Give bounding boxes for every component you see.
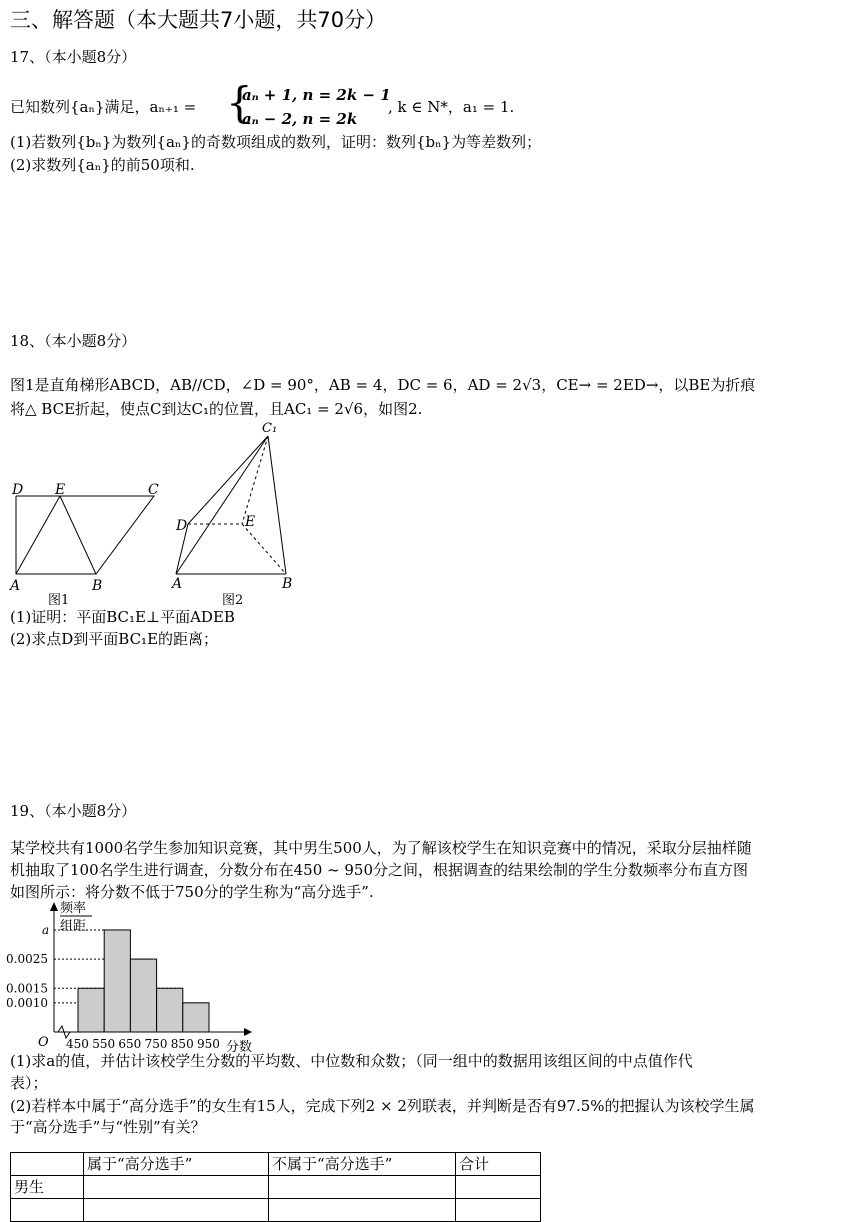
- q17-part1: (1)若数列{bₙ}为数列{aₙ}的奇数项组成的数列，证明：数列{bₙ}为等差数列；: [10, 133, 542, 151]
- table-row: [11, 1176, 541, 1199]
- x-tick-label: 550: [92, 1037, 116, 1051]
- fig2-caption: 图2: [222, 593, 244, 608]
- q17-case1: aₙ + 1, n = 2k − 1: [242, 86, 391, 104]
- table-cell: [456, 1199, 541, 1222]
- q17-stem-b: , k ∈ N*，a₁ = 1.: [388, 98, 515, 116]
- q18-heading: 18、（本小题8分）: [10, 332, 137, 350]
- histogram-bar: [78, 988, 104, 1032]
- x-tick-label: 950: [197, 1037, 220, 1051]
- q18-line2: 将△ BCE折起，使点C到达C₁的位置，且AC₁ = 2√6，如图2.: [10, 400, 423, 418]
- y-tick-label: 0.0025: [6, 952, 48, 967]
- histogram-bars: [78, 930, 209, 1032]
- origin-label: O: [38, 1035, 49, 1050]
- q19-heading: 19、（本小题8分）: [10, 802, 137, 820]
- x-tick-label: 650: [118, 1037, 142, 1051]
- x-tick-label: 450: [66, 1037, 89, 1051]
- q19-part2-a: (2)若样本中属于“高分选手”的女生有15人，完成下列2 × 2列联表，并判断是否有97.5%的把握认为该校学生属: [10, 1097, 755, 1115]
- y-tick-label: 0.0010: [6, 995, 48, 1010]
- x-axis-label: 分数: [226, 1040, 253, 1054]
- histogram-bar: [104, 930, 130, 1032]
- fig2-label-e: E: [245, 514, 256, 530]
- table-header-cell: 属于“高分选手”: [84, 1153, 269, 1176]
- table-cell: [11, 1199, 84, 1222]
- q17-stem-a: 已知数列{aₙ}满足，aₙ₊₁ =: [10, 98, 197, 116]
- fig2-label-b: B: [282, 576, 293, 592]
- table-header-cell: 不属于“高分选手”: [269, 1153, 456, 1176]
- y-tick-label: 0.0015: [6, 981, 48, 996]
- q18-part2: (2)求点D到平面BC₁E的距离；: [10, 630, 219, 648]
- y-tick-label: a: [42, 922, 50, 937]
- q19-part1-a: (1)求a的值，并估计该校学生分数的平均数、中位数和众数；（同一组中的数据用该组区间的中点值作代: [10, 1052, 693, 1070]
- q18-part1: (1)证明：平面BC₁E⊥平面ADEB: [10, 608, 235, 626]
- q17-heading: 17、（本小题8分）: [10, 48, 137, 66]
- histogram-bar: [157, 988, 183, 1032]
- figure-1-trapezoid: [16, 496, 154, 574]
- fig2-label-c1: C₁: [262, 421, 278, 436]
- y-axis-label-bottom: 组距: [60, 919, 87, 934]
- fig1-label-d: D: [12, 482, 24, 498]
- table-cell: [456, 1176, 541, 1199]
- section-title: 三、解答题（本大题共7小题，共70分）: [10, 8, 387, 32]
- q19-line3: 如图所示：将分数不低于750分的学生称为“高分选手”.: [10, 883, 374, 901]
- x-axis-arrow: [244, 1028, 252, 1036]
- contingency-table: [10, 1152, 541, 1222]
- histogram-bar: [183, 1003, 209, 1032]
- q19-part1-b: 表）；: [10, 1074, 48, 1092]
- table-cell: [269, 1176, 456, 1199]
- q18-line1: 图1是直角梯形ABCD，AB//CD，∠D = 90°，AB = 4，DC = 6，AD = 2√3，CE→ = 2ED→，以BE为折痕: [10, 376, 756, 394]
- q19-line2: 机抽取了100名学生进行调查，分数分布在450 ~ 950分之间，根据调查的结果绘制的学生分数频率分布直方图: [10, 861, 749, 879]
- table-cell: [84, 1199, 269, 1222]
- table-header-cell: [11, 1153, 84, 1176]
- fig1-caption: 图1: [48, 593, 70, 608]
- table-row: [11, 1199, 541, 1222]
- table-cell: 男生: [11, 1176, 84, 1199]
- frequency-histogram: [0, 898, 270, 1054]
- fig1-label-e: E: [55, 482, 66, 498]
- y-axis-arrow: [50, 902, 58, 911]
- table-header-cell: 合计: [456, 1153, 541, 1176]
- table-header-row: [11, 1153, 541, 1176]
- table-cell: [84, 1176, 269, 1199]
- x-tick-label: 850: [170, 1037, 194, 1051]
- table-cell: [269, 1199, 456, 1222]
- fig1-label-b: B: [92, 578, 103, 594]
- q17-part2: (2)求数列{aₙ}的前50项和.: [10, 156, 195, 174]
- q17-case2: aₙ − 2, n = 2k: [242, 110, 358, 128]
- q18-figures: [0, 418, 310, 608]
- fig2-label-d: D: [176, 518, 188, 534]
- y-axis-label-top: 频率: [60, 901, 87, 916]
- q19-line1: 某学校共有1000名学生参加知识竞赛，其中男生500人，为了解该校学生在知识竞赛中的情况，采取分层抽样随: [10, 839, 752, 857]
- figure-2-folded: [176, 436, 286, 574]
- x-tick-label: 750: [144, 1037, 168, 1051]
- fig2-label-a: A: [172, 576, 183, 592]
- q17-brace: {: [226, 78, 253, 127]
- fig1-label-a: A: [10, 578, 21, 594]
- fig1-label-c: C: [148, 482, 159, 498]
- histogram-bar: [130, 959, 156, 1032]
- q19-part2-b: 于“高分选手”与“性别”有关？: [10, 1118, 206, 1136]
